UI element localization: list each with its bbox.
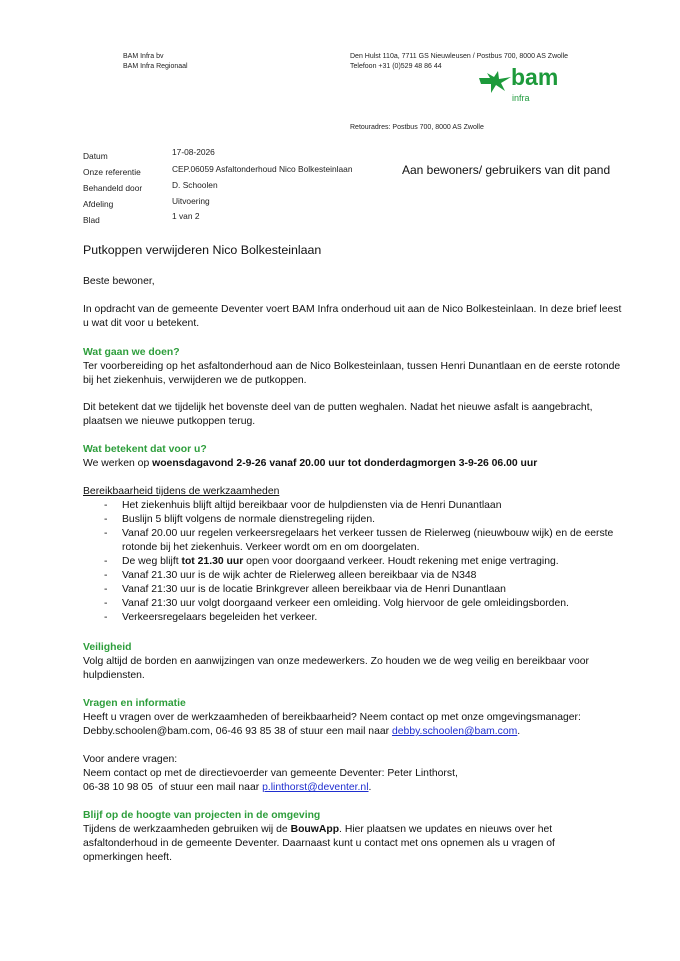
- address-line-2: Telefoon +31 (0)529 48 86 44: [350, 63, 442, 70]
- list-item: - Buslijn 5 blijft volgens de normale dienstregeling rijden.: [104, 514, 375, 525]
- section-questions-heading: Vragen en informatie: [83, 698, 186, 709]
- list-item: - Vanaf 21:30 uur is de locatie Brinkgrever alleen bereikbaar via de Henri Dunantlaan: [104, 584, 506, 595]
- meta-value-datum: 17-08-2026: [172, 147, 215, 157]
- section-questions-p3: Voor andere vragen:: [83, 754, 178, 765]
- list-item: - Vanaf 21:30 uur volgt doorgaand verkeer een omleiding. Volg hiervoor de gele omleidingsborden.: [104, 598, 569, 609]
- bam-logo-mark-icon: [478, 70, 512, 94]
- meta-value-behandeld: D. Schoolen: [172, 180, 218, 190]
- bouwapp-name: BouwApp: [290, 824, 340, 835]
- email-link-debby[interactable]: debby.schoolen@bam.com: [391, 726, 518, 737]
- section-questions-p5: 06-38 10 98 05 of stuur een mail naar p.linthorst@deventer.nl.: [83, 782, 372, 793]
- section-what-p2: Dit betekent dat we tijdelijk het bovenste deel van de putten weghalen. Nadat het nieuwe asfalt is aangebracht, plaatsen we nieuwe putkoppen terug.: [83, 402, 593, 427]
- work-period: [83, 457, 643, 471]
- list-item: - De weg blijft tot 21.30 uur open voor doorgaand verkeer. Houdt rekening met enige vertraging.: [104, 556, 559, 567]
- meta-value-referentie: CEP.06059 Asfaltonderhoud Nico Bolkesteinlaan: [172, 164, 353, 174]
- meta-label-afdeling: Afdeling: [83, 199, 114, 209]
- work-period-prefix: We werken op: [83, 458, 150, 469]
- list-item: - Het ziekenhuis blijft altijd bereikbaar voor de hulpdiensten via de Henri Dunantlaan: [104, 500, 502, 511]
- list-item: - Verkeersregelaars begeleiden het verkeer.: [104, 612, 318, 623]
- section-safety-heading: Veiligheid: [83, 642, 132, 653]
- company-line-2: BAM Infra Regionaal: [123, 63, 188, 70]
- letter-intro: In opdracht van de gemeente Deventer voert BAM Infra onderhoud uit aan de Nico Bolkesteinlaan. In deze brief leest u wat dit voor u betekent.: [83, 304, 622, 329]
- address-line-1: Den Hulst 110a, 7711 GS Nieuwleusen / Postbus 700, 8000 AS Zwolle: [350, 53, 569, 60]
- addressee: Aan bewoners/ gebruikers van dit pand: [402, 163, 611, 177]
- section-questions-p1: Heeft u vragen over de werkzaamheden of bereikbaarheid? Neem contact op met onze omgevingsmanager:: [83, 712, 581, 723]
- company-name: [123, 52, 188, 72]
- meta-value-blad: 1 van 2: [172, 211, 200, 221]
- meta-label-datum: Datum: [83, 151, 108, 161]
- accessibility-list: [83, 499, 643, 625]
- section-stay-informed-heading: Blijf op de hoogte van projecten in de omgeving: [83, 810, 321, 821]
- letter-salutation: Beste bewoner,: [83, 276, 155, 287]
- meta-label-blad: Blad: [83, 215, 100, 225]
- section-what-p1: Ter voorbereiding op het asfaltonderhoud aan de Nico Bolkesteinlaan, tussen Henri Dunantlaan en de eerste rotonde bij het ziekenhuis, verwijderen we de putkoppen.: [83, 361, 621, 386]
- letter-subject: Putkoppen verwijderen Nico Bolkesteinlaan: [83, 243, 322, 257]
- bam-logo-word: bam: [511, 64, 559, 90]
- bam-logo: [478, 66, 568, 106]
- bam-logo-sub: infra: [512, 93, 530, 103]
- accessibility-list-title: Bereikbaarheid tijdens de werkzaamheden: [83, 486, 280, 497]
- section-what-heading: Wat gaan we doen?: [83, 347, 180, 358]
- meta-value-afdeling: Uitvoering: [172, 196, 210, 206]
- meta-label-referentie: Onze referentie: [83, 167, 141, 177]
- email-link-linthorst[interactable]: p.linthorst@deventer.nl: [262, 782, 369, 793]
- company-line-1: BAM Infra bv: [123, 53, 164, 60]
- list-item: - Vanaf 21.30 uur is de wijk achter de Rielerweg alleen bereikbaar via de N348: [104, 570, 477, 581]
- section-stay-informed-p1: Tijdens de werkzaamheden gebruiken wij de BouwApp. Hier plaatsen we updates en nieuws over het asfaltonderhoud in de gemeente Deventer. Daarnaast kunt u contact met ons opnemen als u vragen of opmerkingen heeft.: [83, 824, 555, 863]
- section-safety-p1: Volg altijd de borden en aanwijzingen van onze medewerkers. Zo houden we de weg veilig en bereikbaar voor hulpdiensten.: [83, 656, 589, 681]
- section-questions-p4: Neem contact op met de directievoerder van gemeente Deventer: Peter Linthorst,: [83, 768, 458, 779]
- meta-label-behandeld: Behandeld door: [83, 183, 143, 193]
- section-questions-p2: Debby.schoolen@bam.com, 06-46 93 85 38 of stuur een mail naar debby.schoolen@bam.com.: [83, 726, 521, 737]
- work-period-dates: woensdagavond 2-9-26 vanaf 20.00 uur tot donderdagmorgen 3-9-26 06.00 uur: [152, 458, 538, 469]
- section-meaning-heading: Wat betekent dat voor u?: [83, 444, 207, 455]
- return-address: Retouradres: Postbus 700, 8000 AS Zwolle: [350, 124, 484, 131]
- list-item: - Vanaf 20.00 uur regelen verkeersregelaars het verkeer tussen de Rielerweg (nieuwbouw wijk) en de eerste rotonde bij het ziekenhuis. Verkeer wordt om en om doorgelaten.: [104, 528, 614, 553]
